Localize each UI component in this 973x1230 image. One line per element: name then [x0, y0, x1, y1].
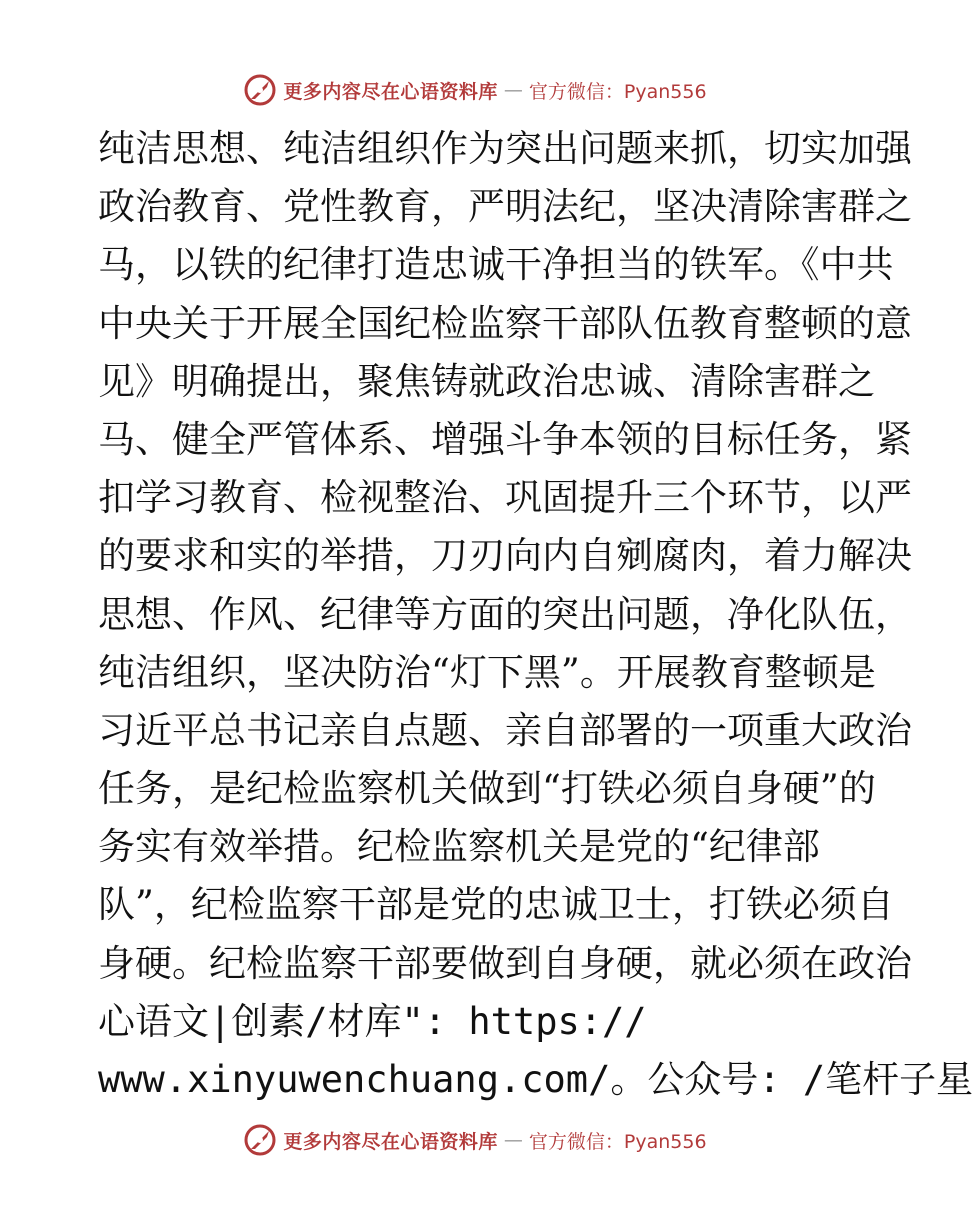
body-line: 的要求和实的举措，刀刃向内自剜腐肉，着力解决 [98, 534, 912, 578]
body-line: 纯洁思想、纯洁组织作为突出问题来抓，切实加强 [98, 127, 912, 170]
pen-logo-icon [243, 73, 277, 107]
banner-separator: — [503, 1129, 523, 1151]
body-line: 思想、作风、纪律等方面的突出问题，净化队伍， [98, 592, 912, 636]
body-line: 马、健全严管体系、增强斗争本领的目标任务，紧 [98, 417, 912, 461]
body-line: 政治教育、党性教育，严明法纪，坚决清除害群之 [98, 185, 912, 229]
document-body [98, 120, 973, 1109]
body-line: 队”，纪检监察干部是党的忠诚卫士，打铁必须自 [98, 883, 894, 927]
body-line: 见》明确提出，聚焦铸就政治忠诚、清除害群之 [98, 359, 875, 403]
banner-separator: — [503, 79, 523, 101]
body-line: 身硬。纪检监察干部要做到自身硬，就必须在政治 [98, 941, 912, 985]
body-line: 务实有效举措。纪检监察机关是党的“纪律部 [98, 825, 820, 869]
body-line: 习近平总书记亲自点题、亲自部署的一项重大政治 [98, 708, 912, 752]
pen-logo-icon [243, 1123, 277, 1157]
banner-wechat: 官方微信：Pyan556 [528, 1130, 707, 1153]
watermark-url-line: www.xinyuwenchuang.com/。公众号: /笔杆子星 [98, 1058, 973, 1101]
body-line: 扣学习教育、检视整治、巩固提升三个环节，以严 [98, 476, 912, 520]
header-banner [0, 70, 950, 110]
banner-title: 更多内容尽在心语资料库 [283, 1130, 498, 1153]
body-line: 中央关于开展全国纪检监察干部队伍教育整顿的意 [98, 301, 912, 345]
watermark-source-line: 心语文|创素/材库": https:// [98, 999, 647, 1043]
banner-wechat: 官方微信：Pyan556 [528, 80, 707, 103]
body-line: 任务，是纪检监察机关做到“打铁必须自身硬”的 [98, 767, 876, 811]
banner-title: 更多内容尽在心语资料库 [283, 80, 498, 103]
body-line: 纯洁组织，坚决防治“灯下黑”。开展教育整顿是 [98, 650, 876, 694]
body-line: 马，以铁的纪律打造忠诚干净担当的铁军。《中共 [98, 243, 894, 287]
footer-banner [0, 1120, 950, 1160]
